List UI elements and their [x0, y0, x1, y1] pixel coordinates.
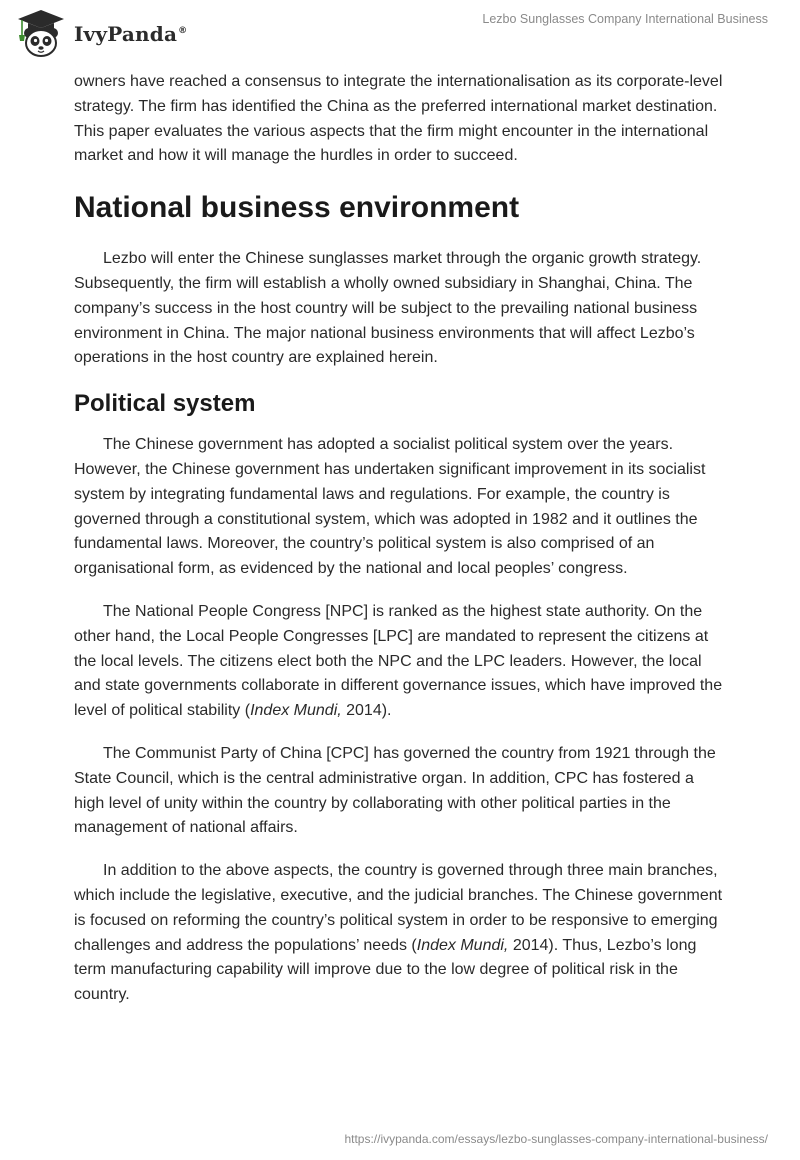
political-paragraph-3: The Communist Party of China [CPC] has governed the country from 1921 through the State Council, which is the central administrative organ. In addition, CPC has fostered a high level of unity within the country by collaborating with other political parties in the management of national affairs. — [74, 744, 716, 837]
panda-graduation-cap-icon — [14, 8, 68, 58]
intro-paragraph: owners have reached a consensus to integrate the internationalisation as its corporate-level strategy. The firm has identified the China as the preferred international market destination. This paper evaluates the various aspects that the firm might encounter in the international market and how it will manage the hurdles in order to succeed. — [74, 73, 723, 165]
political-paragraph-1: The Chinese government has adopted a socialist political system over the years. However, the Chinese government has undertaken significant improvement in its socialist system by integrating fundamental laws and regulations. For example, the country is governed through a constitutional system, which was adopted in 1982 and it outlines the fundamental laws. Moreover, the country’s political system is also comprised of an organisational form, as evidenced by the national and local peoples’ congress. — [74, 436, 706, 578]
citation-year: 2014). — [341, 702, 392, 720]
paragraph-text: In addition to the above aspects, the country is governed through three main branches, which include the legislative, executive, and the judicial branches. The Chinese government is focused on reforming the country’s political system in order to be responsive to emerging challenges and address the populations’ needs ( — [74, 862, 723, 954]
political-paragraph-2 — [74, 600, 726, 724]
citation-title: Index Mundi, — [250, 702, 342, 720]
registered-mark: ® — [178, 26, 188, 37]
paragraph-text-continued: 2014). Thus, Lezbo’s long term manufacturing capability will improve due to the low degree of political risk in the country. — [74, 936, 697, 1004]
citation-title: Index Mundi, — [416, 936, 509, 954]
logo-wordmark: IvyPanda® — [74, 22, 188, 46]
essay-content — [74, 70, 726, 1026]
page-header — [0, 0, 800, 64]
footer-url[interactable]: https://ivypanda.com/essays/lezbo-sunglasses-company-international-business/ — [344, 1132, 768, 1146]
ivypanda-logo[interactable] — [14, 8, 187, 58]
subsection-heading: Political system — [74, 390, 256, 418]
section-heading: National business environment — [74, 191, 520, 225]
section-paragraph: Lezbo will enter the Chinese sunglasses market through the organic growth strategy. Subsequently, the firm will establish a wholly owned subsidiary in Shanghai, China. The company’s success in the host country will be subject to the prevailing national business environment in China. The major national business environments that will affect Lezbo’s operations in the host country are explained herein. — [74, 250, 702, 367]
document-title: Lezbo Sunglasses Company International Business — [482, 12, 768, 26]
paragraph-text: The National People Congress [NPC] is ranked as the highest state authority. On the other hand, the Local People Congresses [LPC] are mandated to represent the citizens at the local levels. The citizens elect both the NPC and the LPC leaders. However, the local and state governments collaborate in different governance issues, which have improved the level of political stability ( — [74, 602, 723, 720]
political-paragraph-4 — [74, 859, 726, 1008]
